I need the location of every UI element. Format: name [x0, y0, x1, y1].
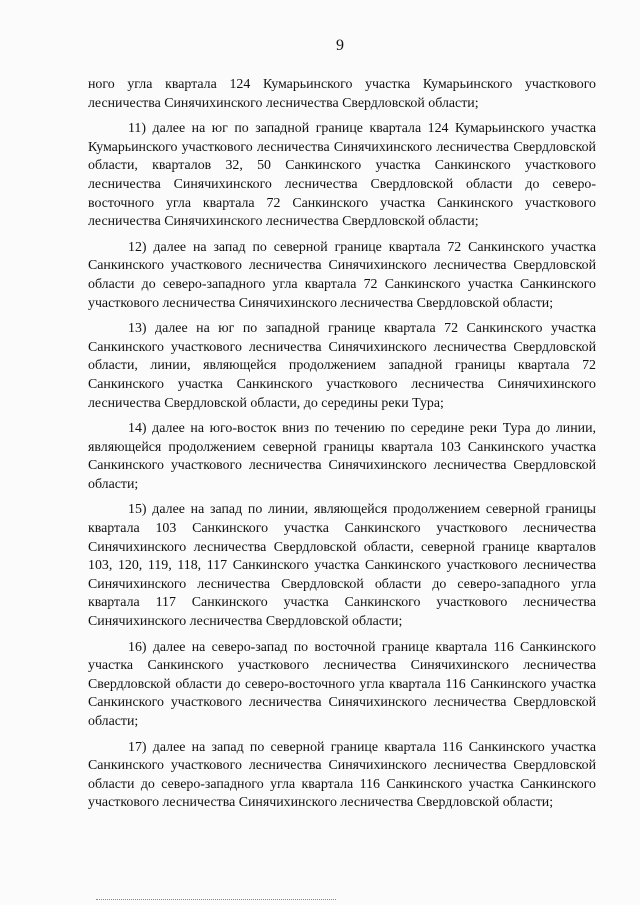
- paragraph-item-16: 16) далее на северо-запад по восточной границе квартала 116 Санкинского участка Санкинского участкового лесничества Синячихинского лесничества Свердловской области до северо-восточного угла квартала 116 Санкинского участка Санкинского участкового лесничества Синячихинского лесничества Свердловской области;: [88, 639, 596, 729]
- paragraph-continuation: ного угла квартала 124 Кумарьинского участка Кумарьинского участкового лесничества Синячихинского лесничества Свердловской области;: [88, 77, 596, 111]
- paragraph-item-14: 14) далее на юго-восток вниз по течению по середине реки Тура до линии, являющейся продолжением северной границы квартала 103 Санкинского участка Санкинского участкового лесничества Синячихинского лесничества Свердловской области;: [88, 421, 596, 492]
- paragraph-item-12: 12) далее на запад по северной границе квартала 72 Санкинского участка Санкинского участкового лесничества Синячихинского лесничества Свердловской области до северо-западного угла квартала 72 Санкинского участка Санкинского участкового лесничества Синячихинского лесничества Свердловской области;: [88, 239, 596, 311]
- page-number: 9: [336, 37, 344, 54]
- paragraph-item-11: 11) далее на юг по западной границе квартала 124 Кумарьинского участка Кумарьинского участкового лесничества Синячихинского лесничества Свердловской области, кварталов 32, 50 Санкинского участка Санкинского участкового лесничества Синячихинского лесничества Свердловской области до северо-восточного угла квартала 72 Санкинского участка Санкинского участкового лесничества Синячихинского лесничества Свердловской области;: [88, 121, 596, 230]
- paragraph-item-13: 13) далее на юг по западной границе квартала 72 Санкинского участка Санкинского участкового лесничества Синячихинского лесничества Свердловской области, линии, являющейся продолжением западной границы квартала 72 Санкинского участка Санкинского участкового лесничества Синячихинского лесничества Свердловской области, до середины реки Тура;: [88, 321, 596, 411]
- footer-scan-artifact: [96, 899, 336, 903]
- paragraph-item-17: 17) далее на запад по северной границе квартала 116 Санкинского участка Санкинского участкового лесничества Синячихинского лесничества Свердловской области до северо-западного угла квартала 116 Санкинского участка Санкинского участкового лесничества Синячихинского лесничества Свердловской области;: [88, 739, 596, 811]
- paragraph-item-15: 15) далее на запад по линии, являющейся продолжением северной границы квартала 103 Санкинского участка Санкинского участкового лесничества Синячихинского лесничества Свердловской области, северной границе кварталов 103, 120, 119, 118, 117 Санкинского участка Санкинского участкового лесничества Синячихинского лесничества Свердловской области до северо-западного угла квартала 117 Санкинского участка Санкинского участкового лесничества Синячихинского лесничества Свердловской области;: [88, 502, 596, 630]
